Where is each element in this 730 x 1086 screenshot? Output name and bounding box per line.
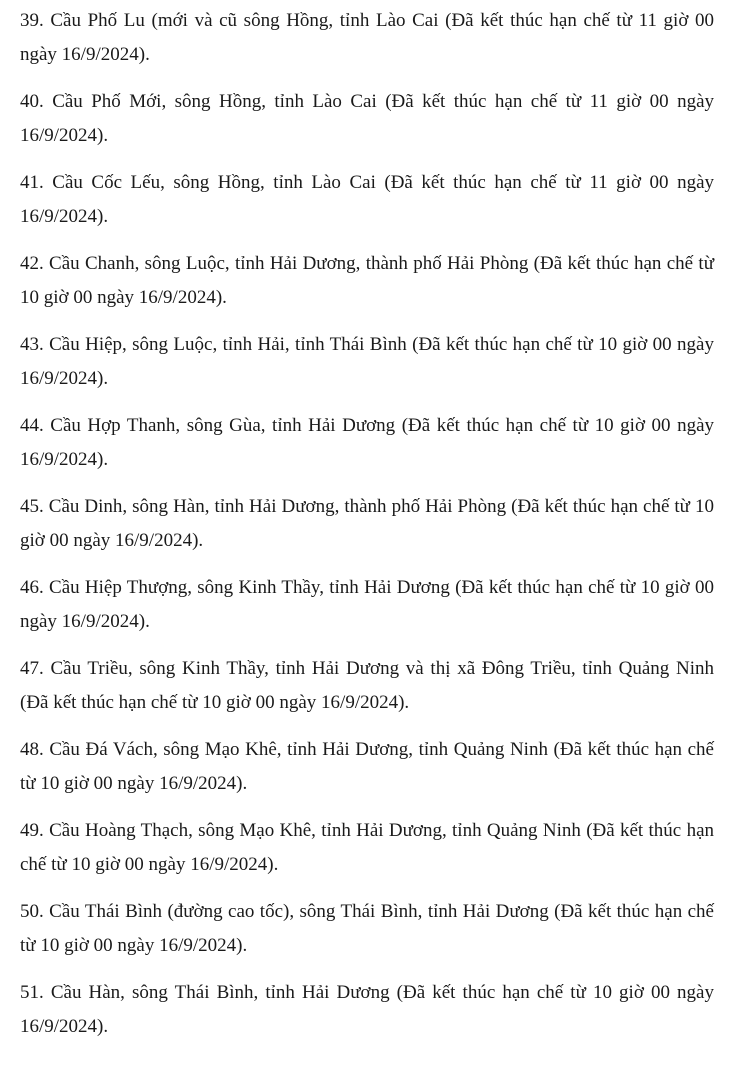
list-item: 49. Cầu Hoàng Thạch, sông Mạo Khê, tỉnh Hải Dương, tỉnh Quảng Ninh (Đã kết thúc hạn chế từ 10 giờ 00 ngày 16/9/2024). bbox=[20, 820, 714, 875]
list-item: 51. Cầu Hàn, sông Thái Bình, tỉnh Hải Dương (Đã kết thúc hạn chế từ 10 giờ 00 ngày 16/9/2024). bbox=[20, 982, 714, 1037]
list-item: 39. Cầu Phố Lu (mới và cũ sông Hồng, tỉnh Lào Cai (Đã kết thúc hạn chế từ 11 giờ 00 ngày 16/9/2024). bbox=[20, 10, 714, 65]
list-item: 45. Cầu Dinh, sông Hàn, tỉnh Hải Dương, thành phố Hải Phòng (Đã kết thúc hạn chế từ 10 giờ 00 ngày 16/9/2024). bbox=[20, 496, 714, 551]
list-item: 40. Cầu Phố Mới, sông Hồng, tỉnh Lào Cai (Đã kết thúc hạn chế từ 11 giờ 00 ngày 16/9/2024). bbox=[20, 91, 714, 146]
list-item: 44. Cầu Hợp Thanh, sông Gùa, tỉnh Hải Dương (Đã kết thúc hạn chế từ 10 giờ 00 ngày 16/9/2024). bbox=[20, 415, 714, 470]
list-item: 50. Cầu Thái Bình (đường cao tốc), sông Thái Bình, tỉnh Hải Dương (Đã kết thúc hạn chế từ 10 giờ 00 ngày 16/9/2024). bbox=[20, 901, 714, 956]
list-item: 48. Cầu Đá Vách, sông Mạo Khê, tỉnh Hải Dương, tỉnh Quảng Ninh (Đã kết thúc hạn chế từ 10 giờ 00 ngày 16/9/2024). bbox=[20, 739, 714, 794]
list-item: 47. Cầu Triều, sông Kinh Thầy, tỉnh Hải Dương và thị xã Đông Triều, tỉnh Quảng Ninh (Đã kết thúc hạn chế từ 10 giờ 00 ngày 16/9/2024). bbox=[20, 658, 714, 713]
list-item: 43. Cầu Hiệp, sông Luộc, tỉnh Hải, tỉnh Thái Bình (Đã kết thúc hạn chế từ 10 giờ 00 ngày 16/9/2024). bbox=[20, 334, 714, 389]
list-item: 42. Cầu Chanh, sông Luộc, tỉnh Hải Dương, thành phố Hải Phòng (Đã kết thúc hạn chế từ 10 giờ 00 ngày 16/9/2024). bbox=[20, 253, 714, 308]
list-item: 41. Cầu Cốc Lếu, sông Hồng, tỉnh Lào Cai (Đã kết thúc hạn chế từ 11 giờ 00 ngày 16/9/2024). bbox=[20, 172, 714, 227]
list-item: 46. Cầu Hiệp Thượng, sông Kinh Thầy, tỉnh Hải Dương (Đã kết thúc hạn chế từ 10 giờ 00 ngày 16/9/2024). bbox=[20, 577, 714, 632]
